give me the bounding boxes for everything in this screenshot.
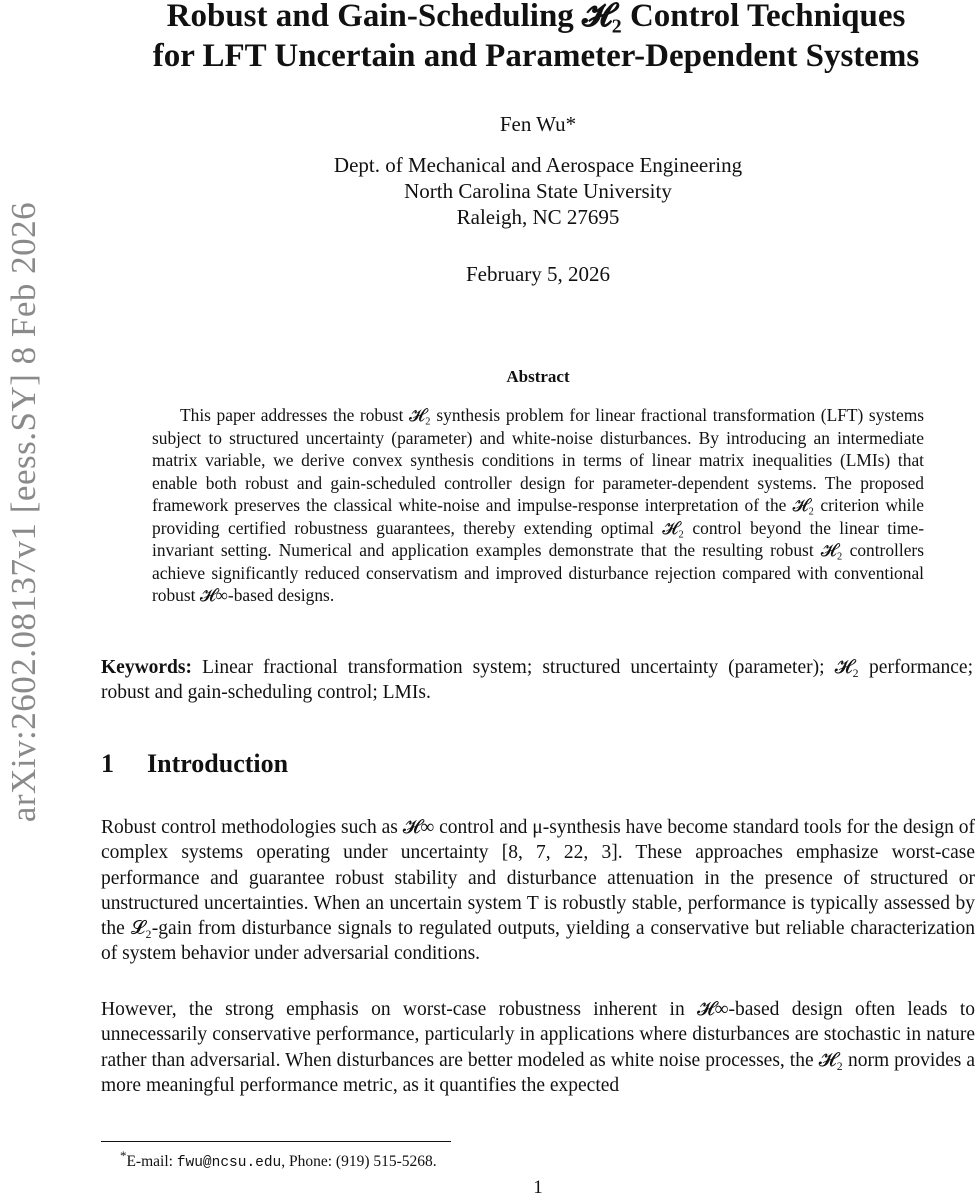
affiliation <box>0 152 976 230</box>
author-name: Fen Wu* <box>499 112 577 136</box>
keywords-text: Linear fractional transformation system; structured uncertainty (parameter); 𝓗₂ performance; robust and gain-scheduling control; LMIs. <box>101 657 973 703</box>
affiliation-address: Raleigh, NC 27695 <box>456 205 620 229</box>
abstract-heading: Abstract <box>506 367 570 386</box>
title-line-2: for LFT Uncertain and Parameter-Dependent Systems <box>152 38 920 74</box>
keywords-label: Keywords: <box>101 657 192 678</box>
footnote-rule <box>101 1141 451 1142</box>
abstract-text: This paper addresses the robust 𝓗₂ synthesis problem for linear fractional transformation (LFT) systems subject to structured uncertainty (parameter) and white-noise disturbances. By introducing an intermediate matrix variable, we derive convex synthesis conditions in terms of linear matrix inequalities (LMIs) that enable both robust and gain-scheduled controller design for parameter-dependent systems. The proposed framework preserves the classical white-noise and impulse-response interpretation of the 𝓗₂ criterion while providing certified robustness guarantees, thereby extending optimal 𝓗₂ control beyond the linear time-invariant setting. Numerical and application examples demonstrate that the resulting robust 𝓗₂ controllers achieve significantly reduced conservatism and improved disturbance rejection compared with conventional robust 𝓗∞-based designs. <box>152 405 924 605</box>
title-line-1: Robust and Gain-Scheduling 𝓗₂ Control Techniques <box>166 0 906 34</box>
intro-paragraph-1: Robust control methodologies such as 𝓗∞ control and μ-synthesis have become standard tools for the design of complex systems operating under uncertainty [8, 7, 22, 3]. These approaches emphasize worst-case performance and guarantee robust stability and disturbance attenuation in the presence of structured or unstructured uncertainties. When an uncertain system T is robustly stable, performance is typically assessed by the 𝓛₂-gain from disturbance signals to regulated outputs, yielding a conservative but reliable characterization of system behavior under adversarial conditions. <box>101 817 975 965</box>
footnote-suffix: , Phone: (919) 515-5268. <box>281 1153 437 1171</box>
paper-title <box>96 0 976 76</box>
keywords <box>101 655 973 705</box>
arxiv-identifier-stamp: arXiv:2602.08137v1 [eess.SY] 8 Feb 2026 <box>4 201 43 823</box>
footnote-email[interactable]: fwu@ncsu.edu <box>176 1155 282 1172</box>
paper-date: February 5, 2026 <box>465 262 611 286</box>
section-number: 1 <box>101 749 114 778</box>
footnote <box>120 1146 820 1173</box>
footnote-marker: * <box>120 1148 127 1163</box>
affiliation-university: North Carolina State University <box>404 179 672 203</box>
section-heading <box>101 749 701 779</box>
section-title: Introduction <box>147 749 289 778</box>
page-number: 1 <box>533 1177 543 1198</box>
footnote-prefix: E-mail: <box>126 1153 177 1171</box>
intro-paragraph-2: However, the strong emphasis on worst-case robustness inherent in 𝓗∞-based design often leads to unnecessarily conservative performance, particularly in applications where disturbances are stochastic in nature rather than adversarial. When disturbances are better modeled as white noise processes, the 𝓗₂ norm provides a more meaningful performance metric, as it quantifies the expected <box>101 999 975 1096</box>
affiliation-department: Dept. of Mechanical and Aerospace Engineering <box>333 153 743 177</box>
